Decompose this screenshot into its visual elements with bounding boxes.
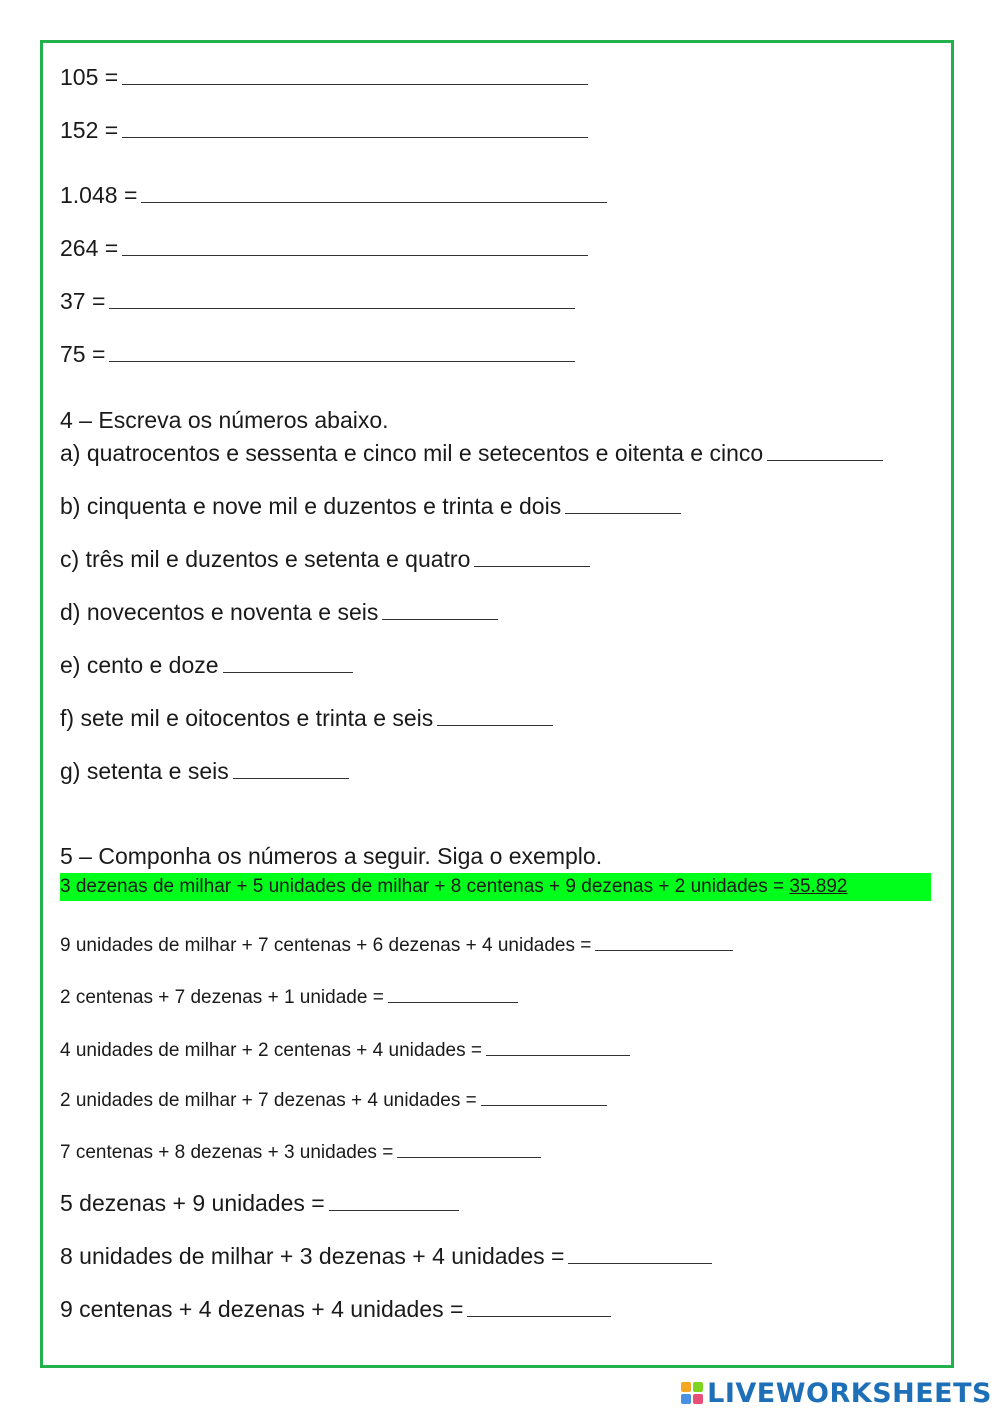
write-number-item: f) sete mil e oitocentos e trinta e seis bbox=[60, 707, 553, 730]
answer-blank[interactable] bbox=[382, 603, 498, 620]
answer-blank[interactable] bbox=[141, 186, 607, 203]
liveworksheets-logo[interactable] bbox=[681, 1378, 992, 1408]
example-highlight bbox=[60, 873, 931, 901]
decompose-item: 75 = bbox=[60, 343, 575, 366]
example-answer: 35.892 bbox=[789, 876, 848, 897]
decompose-item: 264 = bbox=[60, 237, 588, 260]
compose-item: 2 centenas + 7 dezenas + 1 unidade = bbox=[60, 986, 518, 1007]
compose-item: 8 unidades de milhar + 3 dezenas + 4 unidades = bbox=[60, 1245, 712, 1268]
compose-item: 9 centenas + 4 dezenas + 4 unidades = bbox=[60, 1298, 611, 1321]
answer-blank[interactable] bbox=[122, 121, 588, 138]
write-number-item: a) quatrocentos e sessenta e cinco mil e setecentos e oitenta e cinco bbox=[60, 442, 883, 465]
answer-blank[interactable] bbox=[109, 292, 575, 309]
logo-mark-icon bbox=[681, 1382, 703, 1404]
compose-item: 2 unidades de milhar + 7 dezenas + 4 unidades = bbox=[60, 1089, 607, 1110]
answer-blank[interactable] bbox=[565, 497, 681, 514]
section5-title: 5 – Componha os números a seguir. Siga o exemplo. bbox=[60, 843, 603, 869]
answer-blank[interactable] bbox=[122, 239, 588, 256]
compose-item: 5 dezenas + 9 unidades = bbox=[60, 1192, 459, 1215]
section4-title: 4 – Escreva os números abaixo. bbox=[60, 407, 389, 433]
answer-blank[interactable] bbox=[474, 550, 590, 567]
answer-blank[interactable] bbox=[481, 1089, 607, 1106]
compose-item: 4 unidades de milhar + 2 centenas + 4 unidades = bbox=[60, 1039, 630, 1060]
answer-blank[interactable] bbox=[223, 656, 353, 673]
answer-blank[interactable] bbox=[595, 934, 733, 951]
write-number-item: d) novecentos e noventa e seis bbox=[60, 601, 498, 624]
write-number-item: g) setenta e seis bbox=[60, 760, 349, 783]
answer-blank[interactable] bbox=[233, 762, 349, 779]
answer-blank[interactable] bbox=[437, 709, 553, 726]
example-text: 3 dezenas de milhar + 5 unidades de milhar + 8 centenas + 9 dezenas + 2 unidades = bbox=[60, 876, 785, 897]
answer-blank[interactable] bbox=[767, 444, 883, 461]
compose-item: 9 unidades de milhar + 7 centenas + 6 dezenas + 4 unidades = bbox=[60, 934, 733, 955]
answer-blank[interactable] bbox=[122, 68, 588, 85]
logo-wordmark: LIVEWORKSHEETS bbox=[707, 1377, 992, 1409]
answer-blank[interactable] bbox=[109, 345, 575, 362]
write-number-item: c) três mil e duzentos e setenta e quatro bbox=[60, 548, 590, 571]
answer-blank[interactable] bbox=[467, 1300, 611, 1317]
answer-blank[interactable] bbox=[486, 1039, 630, 1056]
decompose-item: 105 = bbox=[60, 66, 588, 89]
answer-blank[interactable] bbox=[568, 1247, 712, 1264]
write-number-item: b) cinquenta e nove mil e duzentos e trinta e dois bbox=[60, 495, 681, 518]
write-number-item: e) cento e doze bbox=[60, 654, 353, 677]
decompose-item: 152 = bbox=[60, 119, 588, 142]
compose-item: 7 centenas + 8 dezenas + 3 unidades = bbox=[60, 1141, 541, 1162]
answer-blank[interactable] bbox=[329, 1194, 459, 1211]
answer-blank[interactable] bbox=[397, 1141, 541, 1158]
decompose-item: 37 = bbox=[60, 290, 575, 313]
decompose-item: 1.048 = bbox=[60, 184, 607, 207]
answer-blank[interactable] bbox=[388, 986, 518, 1003]
